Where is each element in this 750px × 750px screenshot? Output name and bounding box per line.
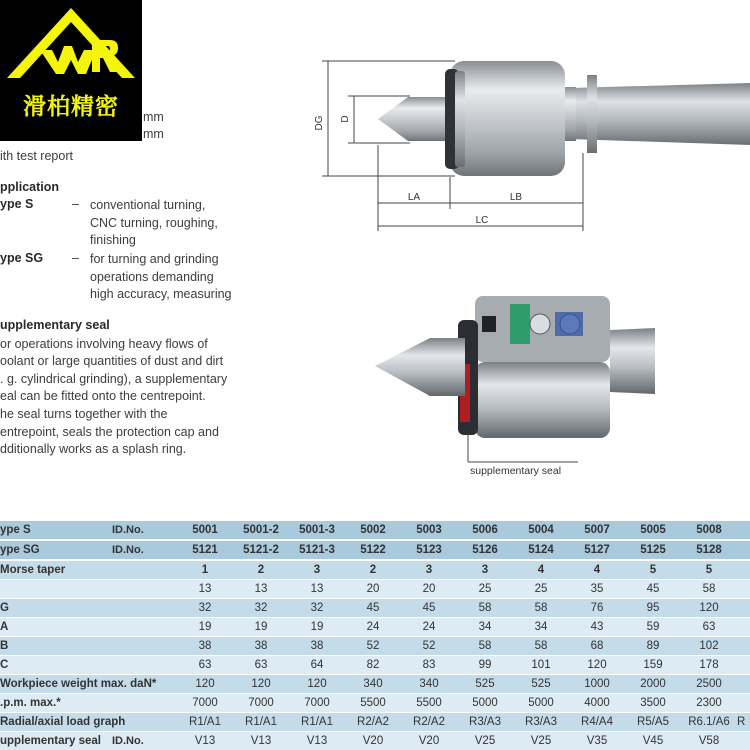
type-sg-desc-1: for turning and grinding: [90, 252, 219, 266]
table-cell: 45: [646, 583, 660, 595]
table-row-label: A: [0, 621, 9, 633]
table-cell: 2: [369, 564, 377, 576]
type-s-desc-1: conventional turning,: [90, 198, 206, 212]
table-cell: 5123: [416, 544, 442, 556]
table-cell: 34: [534, 621, 548, 633]
table-cell: 34: [478, 621, 492, 633]
table-cell: 19: [198, 621, 212, 633]
table-row-label: upplementary seal: [0, 735, 101, 747]
table-cell: 101: [531, 659, 551, 671]
table-row: [0, 580, 750, 598]
table-cell: 63: [254, 659, 268, 671]
table-cell: 7000: [304, 697, 330, 709]
table-cell: 5500: [360, 697, 386, 709]
supplementary-seal-callout: supplementary seal: [470, 465, 562, 477]
table-cell: 45: [366, 602, 380, 614]
table-cell: 13: [254, 583, 268, 595]
table-row: [0, 521, 750, 539]
table-cell: 5007: [584, 524, 610, 536]
table-row: [0, 618, 750, 636]
table-cell: 52: [422, 640, 436, 652]
table-cell: 340: [363, 678, 383, 690]
table-cell: R6.1/A6: [688, 716, 730, 728]
table-cell: 120: [251, 678, 271, 690]
type-s-desc-3: finishing: [90, 233, 136, 247]
test-report-text: ith test report: [0, 149, 73, 163]
table-cell: 83: [422, 659, 436, 671]
table-cell: 5: [705, 564, 713, 576]
table-row-label: Radial/axial load graph: [0, 716, 126, 728]
table-cell: V13: [250, 735, 272, 747]
table-cell: 13: [198, 583, 212, 595]
table-cell: 59: [646, 621, 660, 633]
table-cell: 43: [590, 621, 604, 633]
table-cell: 2500: [696, 678, 722, 690]
table-row: [0, 541, 750, 559]
table-cell: 99: [478, 659, 492, 671]
table-cell: 82: [366, 659, 380, 671]
table-cell: 3: [313, 564, 321, 576]
table-cell: 5003: [416, 524, 442, 536]
table-cell: 32: [310, 602, 324, 614]
table-cell: 13: [310, 583, 324, 595]
table-cell: 3: [425, 564, 433, 576]
type-s-dash: –: [72, 197, 79, 211]
table-cell: V35: [586, 735, 608, 747]
table-cell: 5126: [472, 544, 498, 556]
dim-unit-mm-1: mm: [143, 110, 164, 124]
table-row-label: G: [0, 602, 9, 614]
table-row: [0, 637, 750, 655]
table-cell: 38: [198, 640, 212, 652]
dim-la-label: LA: [407, 192, 421, 203]
table-cell: V45: [642, 735, 664, 747]
table-cell: 76: [590, 602, 604, 614]
seal-text-line: oolant or large quantities of dust and dirt: [0, 354, 224, 368]
table-cell: V13: [306, 735, 328, 747]
table-cell: 5000: [472, 697, 498, 709]
seal-heading: upplementary seal: [0, 318, 110, 332]
type-s-label: ype S: [0, 197, 34, 211]
table-cell: 5002: [360, 524, 386, 536]
table-row-label: [0, 580, 175, 598]
table-cell: 32: [198, 602, 212, 614]
table-cell: V25: [530, 735, 552, 747]
table-row: [0, 656, 750, 674]
centrepoint-dimension-drawing: [300, 45, 750, 240]
table-cell: 5006: [472, 524, 498, 536]
table-row: [0, 713, 750, 731]
table-cell: 5005: [640, 524, 666, 536]
table-row-label: C: [0, 659, 9, 671]
table-cell: V20: [362, 735, 384, 747]
table-cell: 89: [646, 640, 660, 652]
table-cell: 5008: [696, 524, 722, 536]
type-sg-dash: –: [72, 251, 79, 265]
table-cell: 64: [310, 659, 324, 671]
seal-text-line: dditionally works as a splash ring.: [0, 442, 187, 456]
logo-mark-icon: [0, 0, 142, 90]
brand-logo: [0, 0, 142, 141]
table-cell: 4: [537, 564, 545, 576]
type-sg-desc-3: high accuracy, measuring: [90, 287, 232, 301]
table-cell: R4/A4: [581, 716, 613, 728]
table-cell: V58: [698, 735, 720, 747]
table-cell: 5000: [528, 697, 554, 709]
table-cell: 25: [478, 583, 492, 595]
table-cell: 2: [257, 564, 265, 576]
table-row-id-label: ID.No.: [112, 524, 144, 536]
table-cell: 58: [478, 602, 492, 614]
table-cell: 58: [534, 640, 548, 652]
table-cell: 5124: [528, 544, 554, 556]
table-cell: 63: [198, 659, 212, 671]
logo-text: 滑柏精密: [23, 94, 119, 120]
table-row-label: B: [0, 640, 9, 652]
table-cell: 58: [534, 602, 548, 614]
table-row-id-label: ID.No.: [112, 544, 144, 556]
table-cell: V20: [418, 735, 440, 747]
seal-text-line: eal can be fitted onto the centrepoint.: [0, 389, 206, 403]
table-cell: 5125: [640, 544, 666, 556]
table-cell: 120: [195, 678, 215, 690]
table-cell: 5121-3: [299, 544, 335, 556]
table-cell: 102: [699, 640, 719, 652]
table-cell: 4: [593, 564, 601, 576]
table-cell: 58: [702, 583, 716, 595]
table-row-label: ype SG: [0, 544, 40, 556]
table-cell: 120: [699, 602, 719, 614]
table-row-label: Morse taper: [0, 564, 66, 576]
table-cell: R3/A3: [469, 716, 501, 728]
table-cell: 38: [254, 640, 268, 652]
table-cell: 120: [587, 659, 607, 671]
table-row: [0, 675, 750, 693]
type-sg-label: ype SG: [0, 251, 44, 265]
table-cell: 32: [254, 602, 268, 614]
table-cell: 5500: [416, 697, 442, 709]
dim-lc-label: LC: [475, 215, 489, 226]
table-row-label: Workpiece weight max. daN*: [0, 678, 157, 690]
dim-lb-label: LB: [509, 192, 523, 203]
table-cell: 525: [531, 678, 551, 690]
application-heading: pplication: [0, 180, 60, 194]
table-cell: 19: [310, 621, 324, 633]
table-cell: 25: [534, 583, 548, 595]
dim-d-label: D: [340, 115, 351, 123]
type-sg-desc-2: operations demanding: [90, 270, 214, 284]
table-cell: 19: [254, 621, 268, 633]
dim-dg-label: DG: [314, 115, 325, 131]
table-cell: 5122: [360, 544, 386, 556]
table-cell: 5121: [192, 544, 218, 556]
table-row: [0, 561, 750, 579]
table-row-id-label: ID.No.: [112, 735, 144, 747]
table-row: [0, 732, 750, 750]
table-cell: 5127: [584, 544, 610, 556]
table-row: [0, 599, 750, 617]
table-cell: 24: [366, 621, 380, 633]
table-cell: 340: [419, 678, 439, 690]
table-cell: 5004: [528, 524, 554, 536]
table-cell: 3: [481, 564, 489, 576]
table-cell: 3500: [640, 697, 666, 709]
table-cell: 5001: [192, 524, 218, 536]
table-cell: 2300: [696, 697, 722, 709]
dim-unit-mm-2: mm: [143, 127, 164, 141]
table-cell: R1/A1: [189, 716, 221, 728]
table-cell: 24: [422, 621, 436, 633]
table-cell: 95: [646, 602, 660, 614]
table-cell: 63: [702, 621, 716, 633]
table-cell: 45: [422, 602, 436, 614]
table-cell: 38: [310, 640, 324, 652]
table-cell: 20: [422, 583, 436, 595]
table-cell: R5/A5: [637, 716, 669, 728]
table-row-label: ype S: [0, 524, 31, 536]
table-cell: R2/A2: [357, 716, 389, 728]
table-cell: 7000: [248, 697, 274, 709]
table-cell: 178: [699, 659, 719, 671]
table-cell: 5001-3: [299, 524, 335, 536]
table-row-label: .p.m. max.*: [0, 697, 61, 709]
table-cell: R2/A2: [413, 716, 445, 728]
table-cell: 35: [590, 583, 604, 595]
table-cell: 1: [201, 564, 209, 576]
table-cell: 20: [366, 583, 380, 595]
table-cell: 5: [649, 564, 657, 576]
table-row: [0, 694, 750, 712]
table-cell: 5128: [696, 544, 722, 556]
table-cell: V25: [474, 735, 496, 747]
table-cell: R3/A3: [525, 716, 557, 728]
seal-text-line: he seal turns together with the: [0, 407, 168, 421]
table-cell: 159: [643, 659, 663, 671]
table-cell: R1/A1: [245, 716, 277, 728]
table-cell: 58: [478, 640, 492, 652]
table-cell: R1/A1: [301, 716, 333, 728]
table-cell-overflow: R: [737, 716, 746, 728]
table-cell: 525: [475, 678, 495, 690]
table-cell: 5001-2: [243, 524, 279, 536]
table-cell: 52: [366, 640, 380, 652]
seal-text-line: or operations involving heavy flows of: [0, 337, 208, 351]
table-cell: V13: [194, 735, 216, 747]
table-cell: 120: [307, 678, 327, 690]
table-cell: 1000: [584, 678, 610, 690]
seal-cutaway-drawing: [370, 290, 750, 485]
type-s-desc-2: CNC turning, roughing,: [90, 216, 218, 230]
seal-text-line: . g. cylindrical grinding), a supplementary: [0, 372, 228, 386]
seal-text-line: entrepoint, seals the protection cap and: [0, 425, 219, 439]
table-cell: 2000: [640, 678, 666, 690]
table-cell: 68: [590, 640, 604, 652]
table-cell: 4000: [584, 697, 610, 709]
table-cell: 7000: [192, 697, 218, 709]
table-cell: 5121-2: [243, 544, 279, 556]
